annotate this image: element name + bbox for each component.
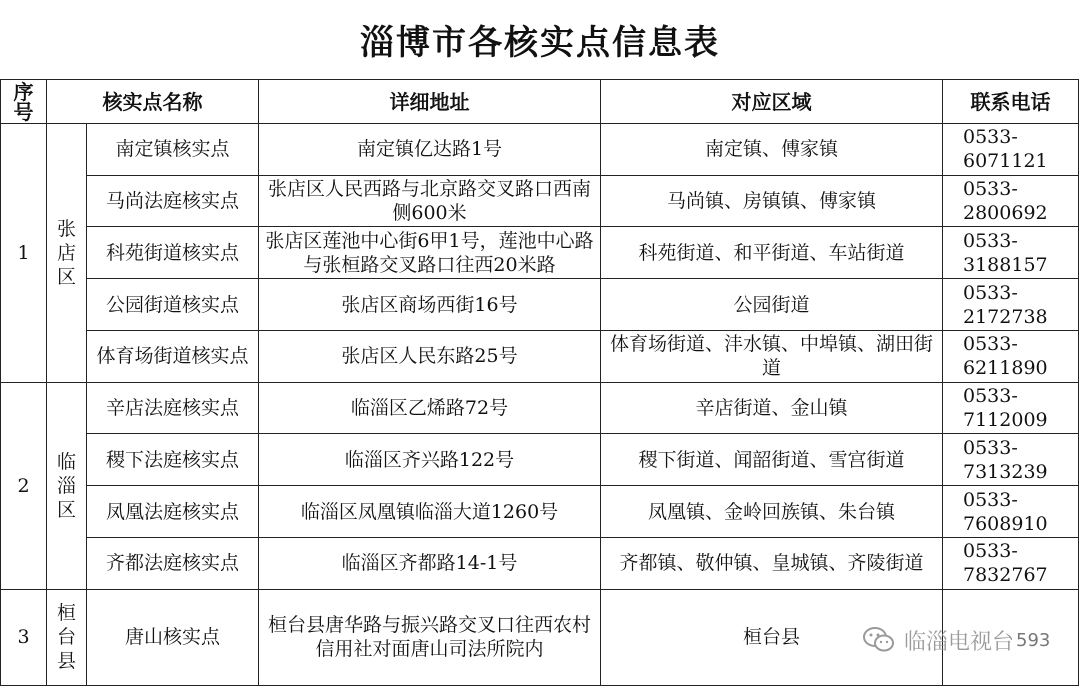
point-phone: 0533-7832767: [943, 537, 1079, 589]
point-address: 临淄区凤凰镇临淄大道1260号: [259, 486, 601, 538]
point-area: 科苑街道、和平街道、车站街道: [601, 227, 943, 279]
group-seq: 2: [1, 382, 47, 589]
point-name: 辛店法庭核实点: [87, 382, 259, 434]
group-district: 临淄区: [47, 382, 87, 589]
point-name: 齐都法庭核实点: [87, 537, 259, 589]
watermark-id: 593: [1016, 629, 1051, 651]
point-address: 南定镇亿达路1号: [259, 124, 601, 176]
point-address: 张店区人民东路25号: [259, 330, 601, 382]
point-address: 临淄区乙烯路72号: [259, 382, 601, 434]
point-name: 唐山核实点: [87, 589, 259, 685]
table-row: [1, 434, 1079, 486]
point-phone: 0533-7313239: [943, 434, 1079, 486]
point-phone: 0533-2800692: [943, 175, 1079, 227]
point-name: 体育场街道核实点: [87, 330, 259, 382]
point-area: 南定镇、傅家镇: [601, 124, 943, 176]
table-row: [1, 537, 1079, 589]
table-row: [1, 227, 1079, 279]
verification-points-table: [0, 79, 1079, 686]
point-name: 科苑街道核实点: [87, 227, 259, 279]
table-row: [1, 486, 1079, 538]
point-phone: 0533-3188157: [943, 227, 1079, 279]
point-area: 马尚镇、房镇镇、傅家镇: [601, 175, 943, 227]
point-phone: 0533-7112009: [943, 382, 1079, 434]
group-seq: 1: [1, 124, 47, 383]
point-name: 公园街道核实点: [87, 279, 259, 331]
header-name: 核实点名称: [47, 80, 259, 124]
point-phone: 0533-6071121: [943, 124, 1079, 176]
point-area: 体育场街道、沣水镇、中埠镇、湖田街道: [601, 330, 943, 382]
point-address: 张店区人民西路与北京路交叉路口西南侧600米: [259, 175, 601, 227]
point-name: 马尚法庭核实点: [87, 175, 259, 227]
point-name: 凤凰法庭核实点: [87, 486, 259, 538]
group-district: 张店区: [47, 124, 87, 383]
point-phone: [943, 589, 1079, 685]
point-area: 辛店街道、金山镇: [601, 382, 943, 434]
header-phone: 联系电话: [943, 80, 1079, 124]
point-name: 南定镇核实点: [87, 124, 259, 176]
point-area: 凤凰镇、金岭回族镇、朱台镇: [601, 486, 943, 538]
point-address: 桓台县唐华路与振兴路交叉口往西农村信用社对面唐山司法所院内: [259, 589, 601, 685]
point-address: 临淄区齐兴路122号: [259, 434, 601, 486]
table-row: [1, 279, 1079, 331]
watermark-text: 临淄电视台: [904, 629, 1015, 655]
table-row: [1, 175, 1079, 227]
table-header-row: [1, 80, 1079, 124]
point-address: 张店区商场西街16号: [259, 279, 601, 331]
header-address: 详细地址: [259, 80, 601, 124]
point-name: 稷下法庭核实点: [87, 434, 259, 486]
point-address: 张店区莲池中心街6甲1号，莲池中心路与张桓路交叉路口往西20米路: [259, 227, 601, 279]
header-seq: 序号: [1, 80, 47, 124]
table-row: [1, 330, 1079, 382]
page-title: 淄博市各核实点信息表: [360, 22, 720, 63]
header-area: 对应区域: [601, 80, 943, 124]
group-district: 桓台县: [47, 589, 87, 685]
point-area: 桓台县: [601, 589, 943, 685]
table-row: [1, 382, 1079, 434]
point-phone: 0533-6211890: [943, 330, 1079, 382]
point-phone: 0533-7608910: [943, 486, 1079, 538]
point-address: 临淄区齐都路14-1号: [259, 537, 601, 589]
table-row: [1, 589, 1079, 685]
point-area: 齐都镇、敬仲镇、皇城镇、齐陵街道: [601, 537, 943, 589]
point-area: 稷下街道、闻韶街道、雪宫街道: [601, 434, 943, 486]
group-seq: 3: [1, 589, 47, 685]
point-area: 公园街道: [601, 279, 943, 331]
table-row: [1, 124, 1079, 176]
point-phone: 0533-2172738: [943, 279, 1079, 331]
